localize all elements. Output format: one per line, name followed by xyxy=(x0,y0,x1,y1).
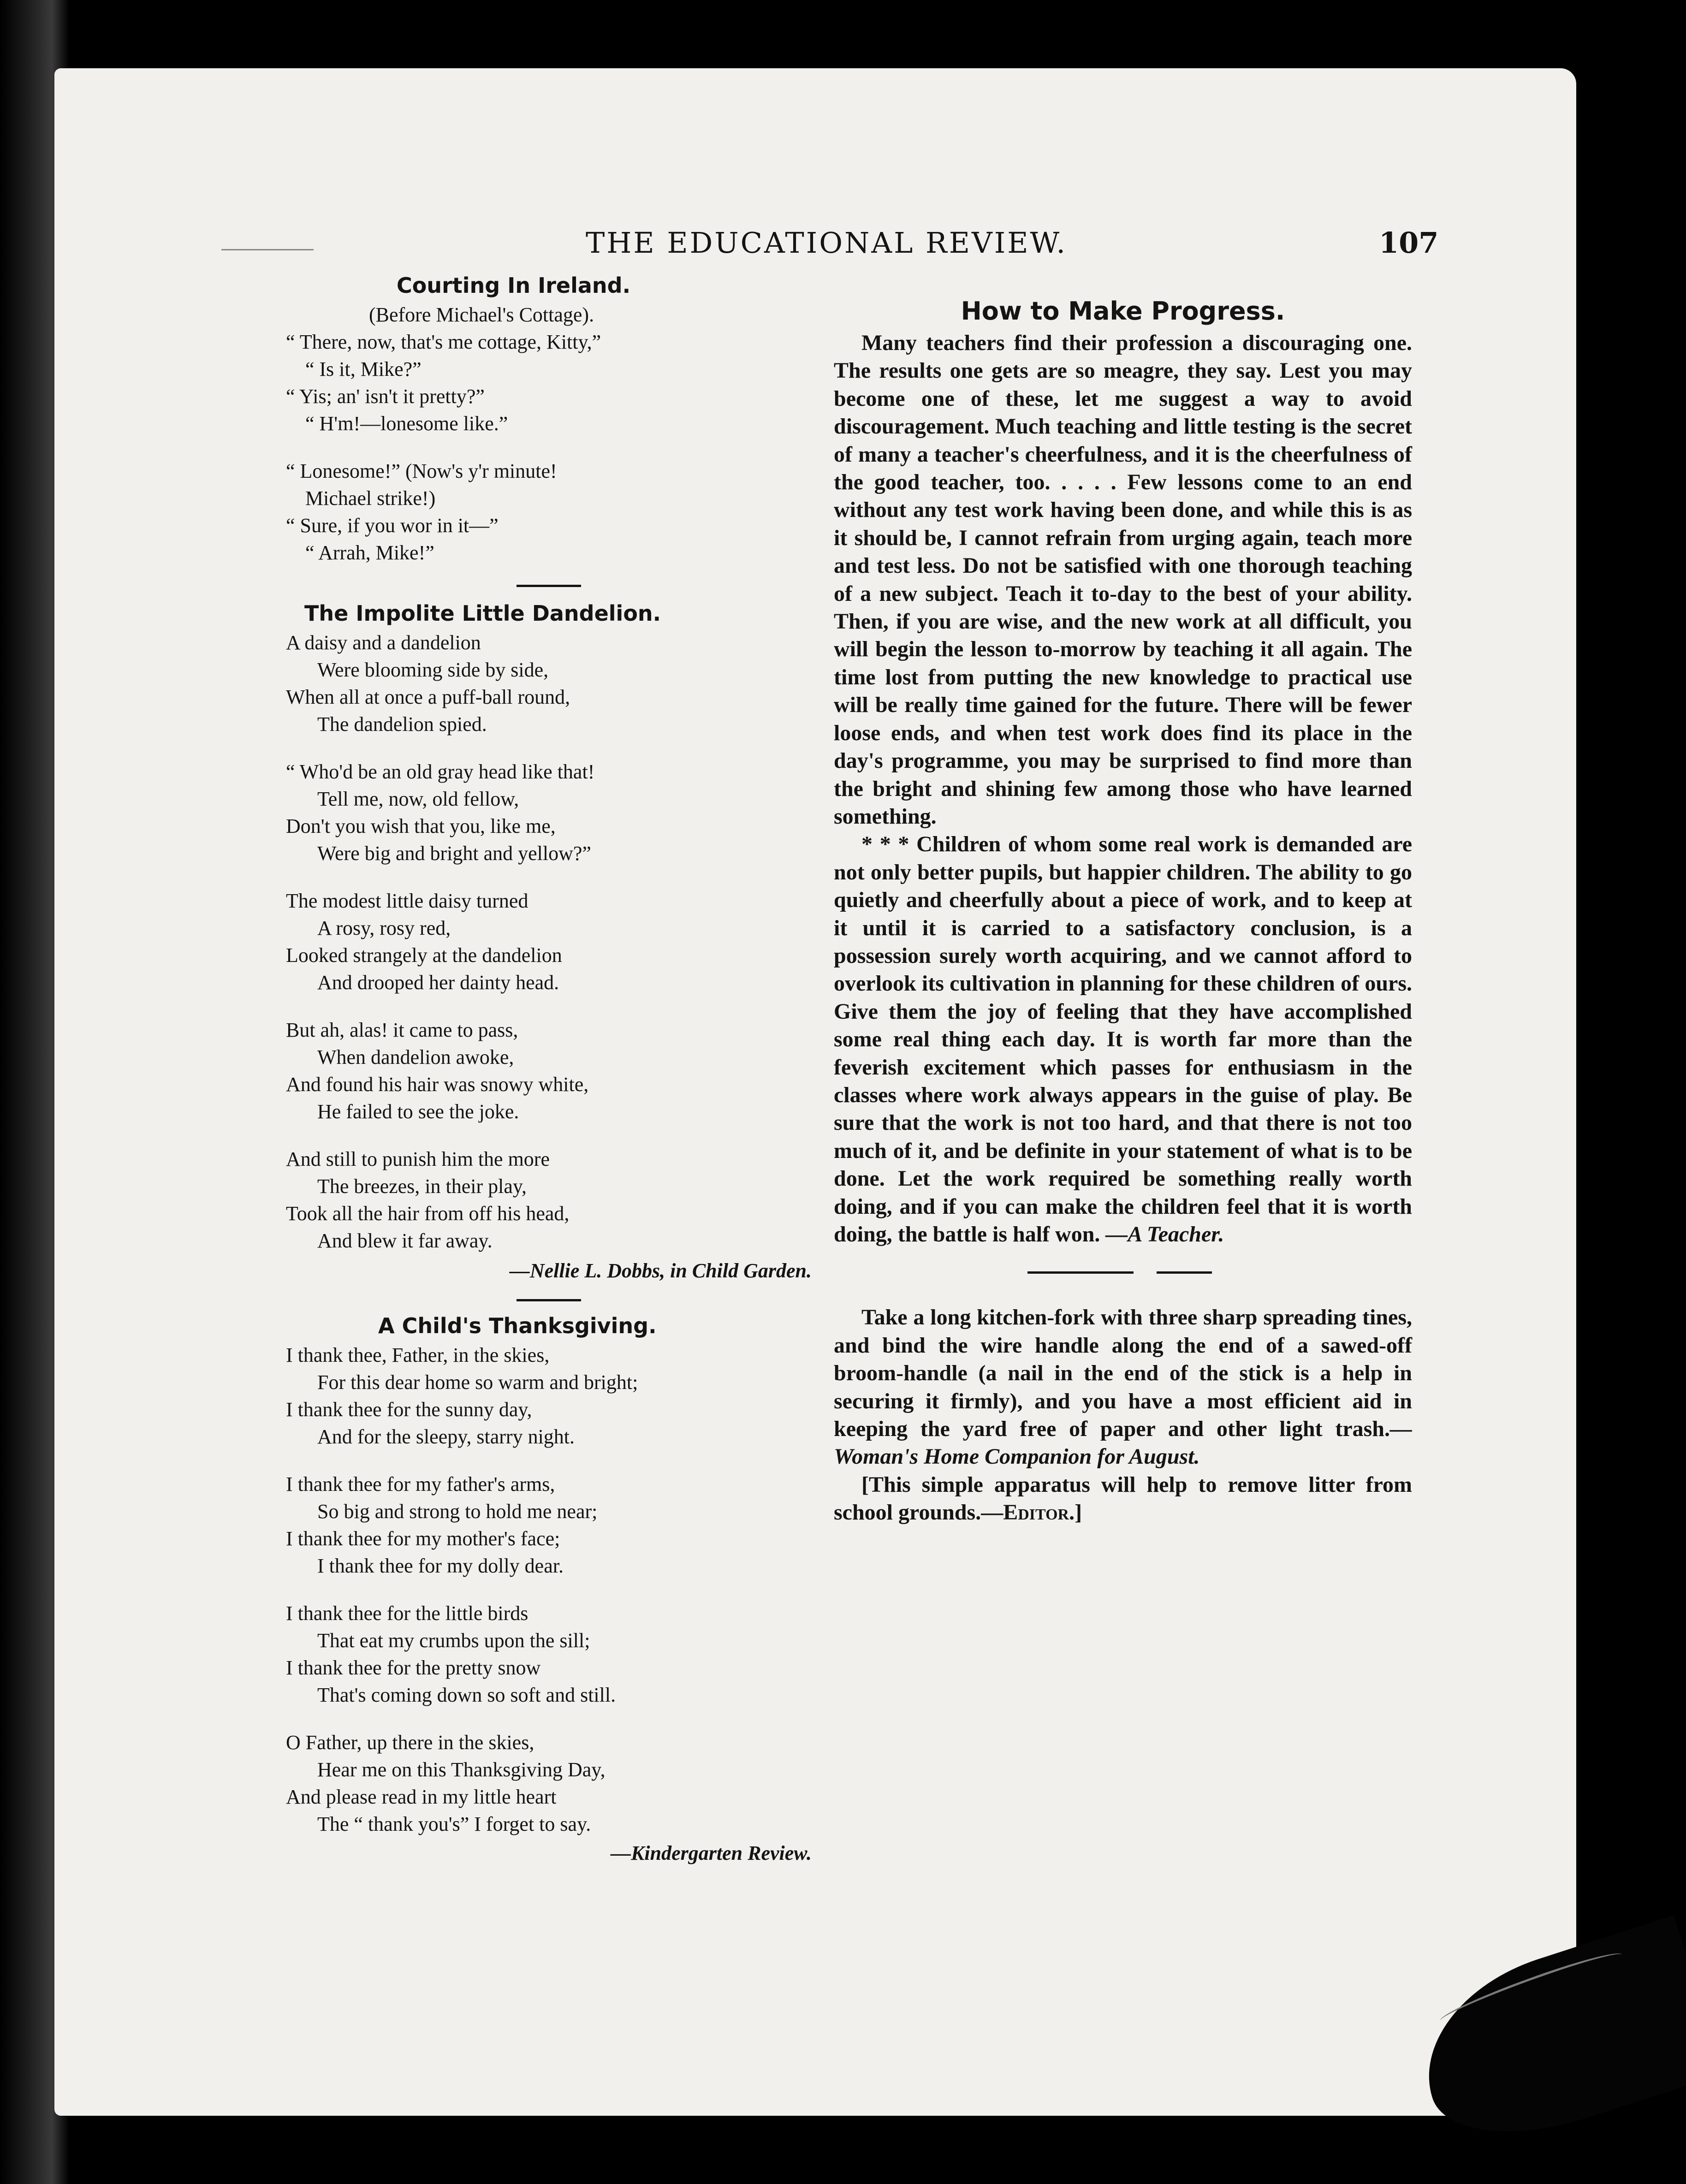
poem-line: And drooped her dainty head. xyxy=(317,971,559,994)
article-title: How to Make Progress. xyxy=(961,297,1285,326)
stanza xyxy=(286,1145,812,1254)
poem-line: I thank thee for my dolly dear. xyxy=(317,1555,564,1577)
poem-line: A daisy and a dandelion xyxy=(286,631,481,654)
poem-line: And blew it far away. xyxy=(317,1229,493,1252)
note-editor: Editor xyxy=(1003,1500,1069,1525)
right-column xyxy=(834,295,1412,1527)
paragraph-text: * * * Children of whom some real work is demanded are not only better pupils, but happier children. The ability to go quietly and cheerfully about a piece of work, and to keep at it until it is carried to a satisfactory conclusion, is a possession surely worth acquiring, and we cannot afford to overlook its cultivation in planning for these children of ours. Give them the joy of feeling that they have accomplished some real thing each day. It is worth far more than the feverish excitement which passes for enthusiasm in the classes where work always appears in the guise of play. Be sure that the work is not too hard, and that there is not too much of it, and be definite in your statement of what is to be done. Let the work required be something really worth doing, and if you can make the children feel that it is worth doing, the battle is half won. xyxy=(834,832,1412,1246)
poem-line: He failed to see the joke. xyxy=(317,1100,519,1123)
poem-line: O Father, up there in the skies, xyxy=(286,1731,534,1754)
stanza xyxy=(286,1016,812,1125)
poem-line: For this dear home so warm and bright; xyxy=(317,1371,638,1394)
poem-title: The Impolite Little Dandelion. xyxy=(304,601,661,626)
header-mark xyxy=(221,249,314,250)
poem-line: “ H'm!—lonesome like.” xyxy=(305,412,508,435)
poem-courting-in-ireland xyxy=(286,272,812,566)
poem-line: The dandelion spied. xyxy=(317,713,487,736)
poem-line: So big and strong to hold me near; xyxy=(317,1500,598,1523)
poem-line: And for the sleepy, starry night. xyxy=(317,1425,575,1448)
poem-line: That's coming down so soft and still. xyxy=(317,1684,616,1706)
note-text: [This simple apparatus will help to remove litter from school grounds.— xyxy=(834,1472,1412,1525)
poem-line: “ There, now, that's me cottage, Kitty,” xyxy=(286,331,601,353)
editor-note xyxy=(834,1471,1412,1527)
poem-line: Don't you wish that you, like me, xyxy=(286,815,556,837)
article-paragraph xyxy=(834,1304,1412,1471)
poem-line: Were big and bright and yellow?” xyxy=(317,842,591,865)
poem-line: I thank thee for the sunny day, xyxy=(286,1398,532,1421)
poem-line: And still to punish him the more xyxy=(286,1148,550,1170)
poem-line: The breezes, in their play, xyxy=(317,1175,527,1198)
stanza xyxy=(286,1600,812,1709)
stanza xyxy=(286,1729,812,1838)
poem-line: The modest little daisy turned xyxy=(286,890,528,912)
poem-line: Were blooming side by side, xyxy=(317,659,549,681)
poem-line: “ Lonesome!” (Now's y'r minute! xyxy=(286,460,557,482)
page-number: 107 xyxy=(1379,226,1439,260)
paragraph-signature: —A Teacher. xyxy=(1105,1222,1224,1246)
poem-line: “ Is it, Mike?” xyxy=(305,358,422,380)
stanza xyxy=(286,758,812,867)
note-close: .] xyxy=(1069,1500,1082,1525)
poem-attribution: —Nellie L. Dobbs, in Child Garden. xyxy=(509,1259,812,1282)
poem-line: I thank thee for my father's arms, xyxy=(286,1473,555,1496)
poem-subtitle: (Before Michael's Cottage). xyxy=(369,303,594,326)
poem-line: And found his hair was snowy white, xyxy=(286,1073,589,1096)
poem-line: I thank thee for the little birds xyxy=(286,1602,528,1625)
poem-line: When dandelion awoke, xyxy=(317,1046,514,1068)
section-divider xyxy=(834,1248,1412,1304)
poem-line: “ Who'd be an old gray head like that! xyxy=(286,760,595,783)
stanza xyxy=(286,1341,812,1450)
poem-a-childs-thanksgiving xyxy=(286,1312,812,1867)
poem-line: Hear me on this Thanksgiving Day, xyxy=(317,1758,606,1781)
section-divider xyxy=(516,585,581,587)
poem-line: “ Arrah, Mike!” xyxy=(305,541,434,564)
poem-line: Looked strangely at the dandelion xyxy=(286,944,562,967)
stanza xyxy=(286,887,812,996)
stanza xyxy=(286,457,812,566)
poem-title: Courting In Ireland. xyxy=(397,273,631,298)
stanza xyxy=(286,328,812,437)
poem-line: “ Yis; an' isn't it pretty?” xyxy=(286,385,485,408)
stanza xyxy=(286,1471,812,1579)
poem-title: A Child's Thanksgiving. xyxy=(378,1313,657,1338)
paragraph-signature: —Woman's Home Companion for August. xyxy=(834,1417,1412,1469)
poem-line: “ Sure, if you wor in it—” xyxy=(286,514,499,537)
poem-line: The “ thank you's” I forget to say. xyxy=(317,1813,591,1835)
poem-line: I thank thee for the pretty snow xyxy=(286,1656,541,1679)
poem-line: Took all the hair from off his head, xyxy=(286,1202,570,1225)
article-paragraph: Many teachers find their profession a discouraging one. The results one gets are so meagre, they say. Lest you may become one of these, let me suggest a way to avoid discouragement. Much teaching and little testing is the secret of many a teacher's cheerfulness, and it is the cheerfulness of the good teacher, too. . . . . Few lessons come to an end without any test work having been done, and while this is as it should be, I cannot refrain from urging again, teach more and test less. Do not be satisfied with one thorough teaching of a new subject. Teach it to-day to the best of your ability. Then, if you are wise, and the new work at all difficult, you will begin the lesson to-morrow by teaching it all again. The time lost from putting the new knowledge to practical use will be really time gained for the future. There will be fewer loose ends, and when test work does find its place in the day's programme, you may be surprised to find more than the bright and shining few among those who have learned something. xyxy=(834,331,1412,829)
poem-line: When all at once a puff-ball round, xyxy=(286,686,570,708)
section-divider xyxy=(516,1299,581,1301)
stanza xyxy=(286,629,812,738)
poem-line: A rosy, rosy red, xyxy=(317,917,451,939)
poem-line: Tell me, now, old fellow, xyxy=(317,788,519,810)
article-paragraph xyxy=(834,831,1412,1248)
running-header: THE EDUCATIONAL REVIEW. xyxy=(586,226,1068,260)
poem-line: I thank thee, Father, in the skies, xyxy=(286,1344,550,1366)
paragraph-text: Take a long kitchen-fork with three sharp spreading tines, and bind the wire handle along the end of a sawed-off broom-handle (a nail in the end of the stick is a help in securing it firmly), and you have a most efficient aid in keeping the yard free of paper and other light trash. xyxy=(834,1305,1412,1442)
poem-line: That eat my crumbs upon the sill; xyxy=(317,1629,590,1652)
poem-line: But ah, alas! it came to pass, xyxy=(286,1019,518,1041)
poem-impolite-little-dandelion xyxy=(286,600,812,1284)
poem-line: And please read in my little heart xyxy=(286,1786,557,1808)
poem-attribution: —Kindergarten Review. xyxy=(611,1842,812,1864)
poem-line: Michael strike!) xyxy=(305,487,436,510)
poem-line: I thank thee for my mother's face; xyxy=(286,1527,560,1550)
left-column xyxy=(286,272,812,1867)
